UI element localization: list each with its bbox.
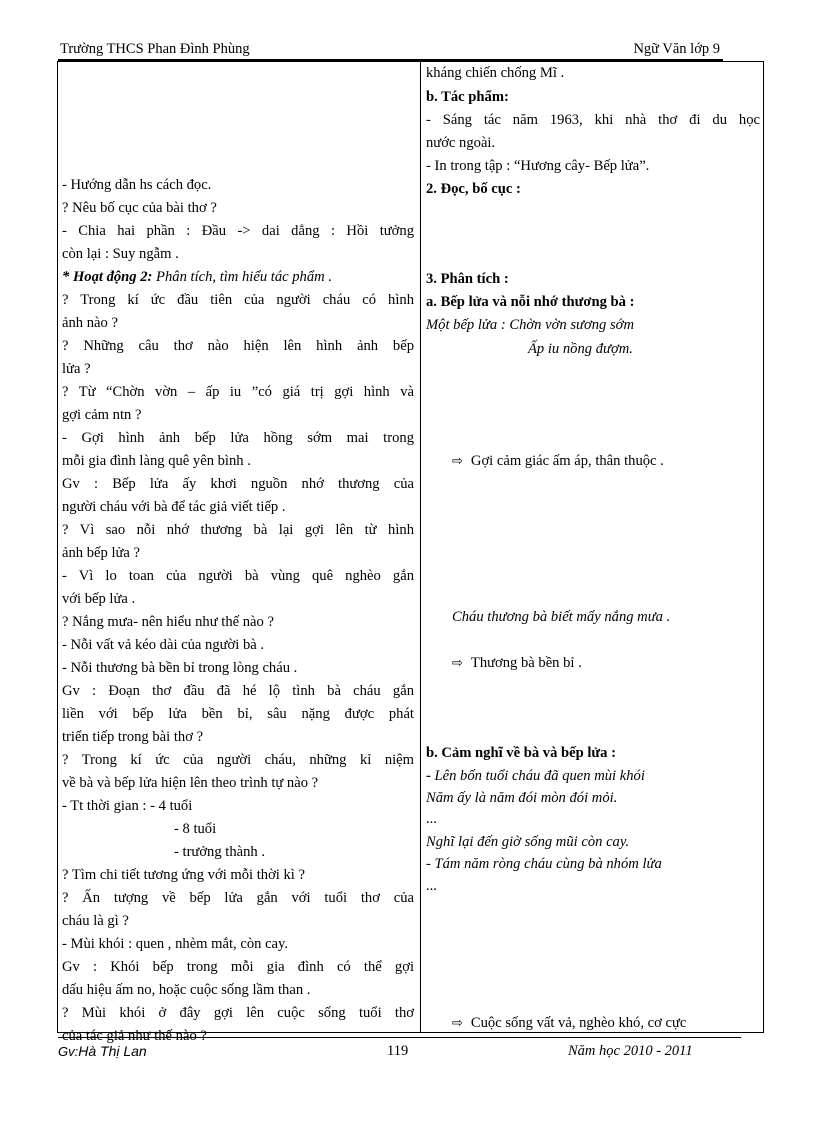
left-line: - Nỗi thương bà bền bỉ trong lòng cháu . bbox=[62, 660, 298, 676]
arrow-right-icon: ⇨ bbox=[452, 453, 463, 468]
left-line: cháu là gì ? bbox=[62, 913, 129, 929]
left-line: lửa ? bbox=[62, 361, 91, 377]
left-line: ? Từ “Chờn vờn – ấp iu ”có giá trị gợi hình và bbox=[62, 384, 414, 400]
poem-line: Ấp iu nồng đượm. bbox=[528, 341, 633, 357]
section-heading: 2. Đọc, bố cục : bbox=[426, 181, 521, 197]
subject-name: Ngữ Văn lớp 9 bbox=[633, 41, 720, 57]
conclusion-line: ⇨ Gợi cảm giác ấm áp, thân thuộc . bbox=[452, 449, 664, 473]
conclusion-line: ⇨ Cuộc sống vất vả, nghèo khó, cơ cực bbox=[452, 1011, 686, 1035]
left-line: ? Ấn tượng về bếp lửa gắn với tuổi thơ của bbox=[62, 890, 414, 906]
page-number: 119 bbox=[387, 1043, 409, 1059]
left-line: Gv : Đoạn thơ đầu đã hé lộ tình bà cháu gắn bbox=[62, 683, 414, 699]
left-line: ảnh nào ? bbox=[62, 315, 118, 331]
left-line: ? Trong kí ức đầu tiên của người cháu có hình bbox=[62, 292, 414, 308]
right-line: - In trong tập : “Hương cây- Bếp lửa”. bbox=[426, 158, 650, 174]
right-line: - Sáng tác năm 1963, khi nhà thơ đi du học bbox=[426, 112, 760, 128]
section-heading: b. Cảm nghĩ về bà và bếp lửa : bbox=[426, 745, 616, 761]
poem-line: Năm ấy là năm đói mòn đói mỏi. bbox=[426, 790, 618, 806]
left-line: về bà và bếp lửa hiện lên theo trình tự nào ? bbox=[62, 775, 319, 791]
teacher-info: Gv:Hà Thị Lan bbox=[58, 1043, 147, 1059]
left-line: Gv : Bếp lửa ấy khơi nguồn nhớ thương của bbox=[62, 476, 414, 492]
column-divider bbox=[420, 61, 421, 1033]
poem-line: Cháu thương bà biết mấy nắng mưa . bbox=[452, 609, 671, 625]
left-line: ảnh bếp lửa ? bbox=[62, 545, 141, 561]
poem-line: - Lên bốn tuổi cháu đã quen mùi khói bbox=[426, 768, 645, 784]
left-line: ? Những câu thơ nào hiện lên hình ảnh bếp bbox=[62, 338, 414, 354]
right-line: nước ngoài. bbox=[426, 135, 496, 151]
ellipsis: ... bbox=[426, 878, 437, 894]
left-line: - Chia hai phần : Đầu -> dai dẳng : Hồi tưởng bbox=[62, 223, 414, 239]
left-line: - trưởng thành . bbox=[174, 844, 266, 860]
left-line: mỗi gia đình làng quê yên bình . bbox=[62, 453, 251, 469]
ellipsis: ... bbox=[426, 811, 437, 827]
poem-line: Nghĩ lại đến giờ sống mũi còn cay. bbox=[426, 834, 630, 850]
left-line: ? Nêu bố cục của bài thơ ? bbox=[62, 200, 217, 216]
arrow-right-icon: ⇨ bbox=[452, 1015, 463, 1030]
left-line: của tác giả như thế nào ? bbox=[62, 1028, 207, 1044]
activity-label: * Hoạt động 2: bbox=[62, 269, 153, 285]
page-header bbox=[58, 41, 720, 61]
left-line: với bếp lửa . bbox=[62, 591, 136, 607]
left-line: gợi cảm ntn ? bbox=[62, 407, 142, 423]
right-line: kháng chiến chống Mĩ . bbox=[426, 65, 565, 81]
left-line: - 8 tuổi bbox=[174, 821, 217, 837]
left-line: còn lại : Suy ngẫm . bbox=[62, 246, 179, 262]
section-heading: b. Tác phẩm: bbox=[426, 89, 509, 105]
school-name: Trường THCS Phan Đình Phùng bbox=[60, 41, 250, 57]
left-line: ? Tìm chi tiết tương ứng với mỗi thời kì ? bbox=[62, 867, 305, 883]
activity-title: Phân tích, tìm hiểu tác phẩm . bbox=[152, 269, 332, 285]
left-line: ? Trong kí ức của người cháu, những kỉ niệm bbox=[62, 752, 414, 768]
left-line: liền với bếp lửa bền bỉ, sâu nặng được phát bbox=[62, 706, 414, 722]
left-line: - Hướng dẫn hs cách đọc. bbox=[62, 177, 212, 193]
left-line: - Tt thời gian : - 4 tuổi bbox=[62, 798, 193, 814]
section-heading: a. Bếp lửa và nỗi nhớ thương bà : bbox=[426, 294, 635, 310]
left-line: ? Nắng mưa- nên hiểu như thế nào ? bbox=[62, 614, 274, 630]
conclusion-line: ⇨ Thương bà bền bỉ . bbox=[452, 651, 582, 675]
left-line: dấu hiệu ấm no, hoặc cuộc sống lầm than . bbox=[62, 982, 311, 998]
left-line: - Gợi hình ảnh bếp lửa hồng sớm mai trong bbox=[62, 430, 414, 446]
left-line: triển tiếp trong bài thơ ? bbox=[62, 729, 204, 745]
left-line: - Mùi khói : quen , nhèm mắt, còn cay. bbox=[62, 936, 289, 952]
left-line: - Vì lo toan của người bà vùng quê nghèo gắn bbox=[62, 568, 414, 584]
left-line: Gv : Khói bếp trong mỗi gia đình có thể gợi bbox=[62, 959, 414, 975]
poem-line: Một bếp lửa : Chờn vờn sương sớm bbox=[426, 317, 634, 333]
left-line: - Nỗi vất vả kéo dài của người bà . bbox=[62, 637, 265, 653]
section-heading: 3. Phân tích : bbox=[426, 271, 509, 287]
left-line: người cháu với bà để tác giả viết tiếp . bbox=[62, 499, 286, 515]
poem-line: - Tám năm ròng cháu cùng bà nhóm lửa bbox=[426, 856, 662, 872]
school-year: Năm học 2010 - 2011 bbox=[568, 1043, 693, 1059]
left-line: ? Vì sao nỗi nhớ thương bà lại gợi lên từ hình bbox=[62, 522, 414, 538]
arrow-right-icon: ⇨ bbox=[452, 655, 463, 670]
footer-rule bbox=[58, 1037, 741, 1038]
activity-heading bbox=[62, 266, 332, 289]
left-line: ? Mùi khói ở đây gợi lên cuộc sống tuổi thơ bbox=[62, 1005, 414, 1021]
